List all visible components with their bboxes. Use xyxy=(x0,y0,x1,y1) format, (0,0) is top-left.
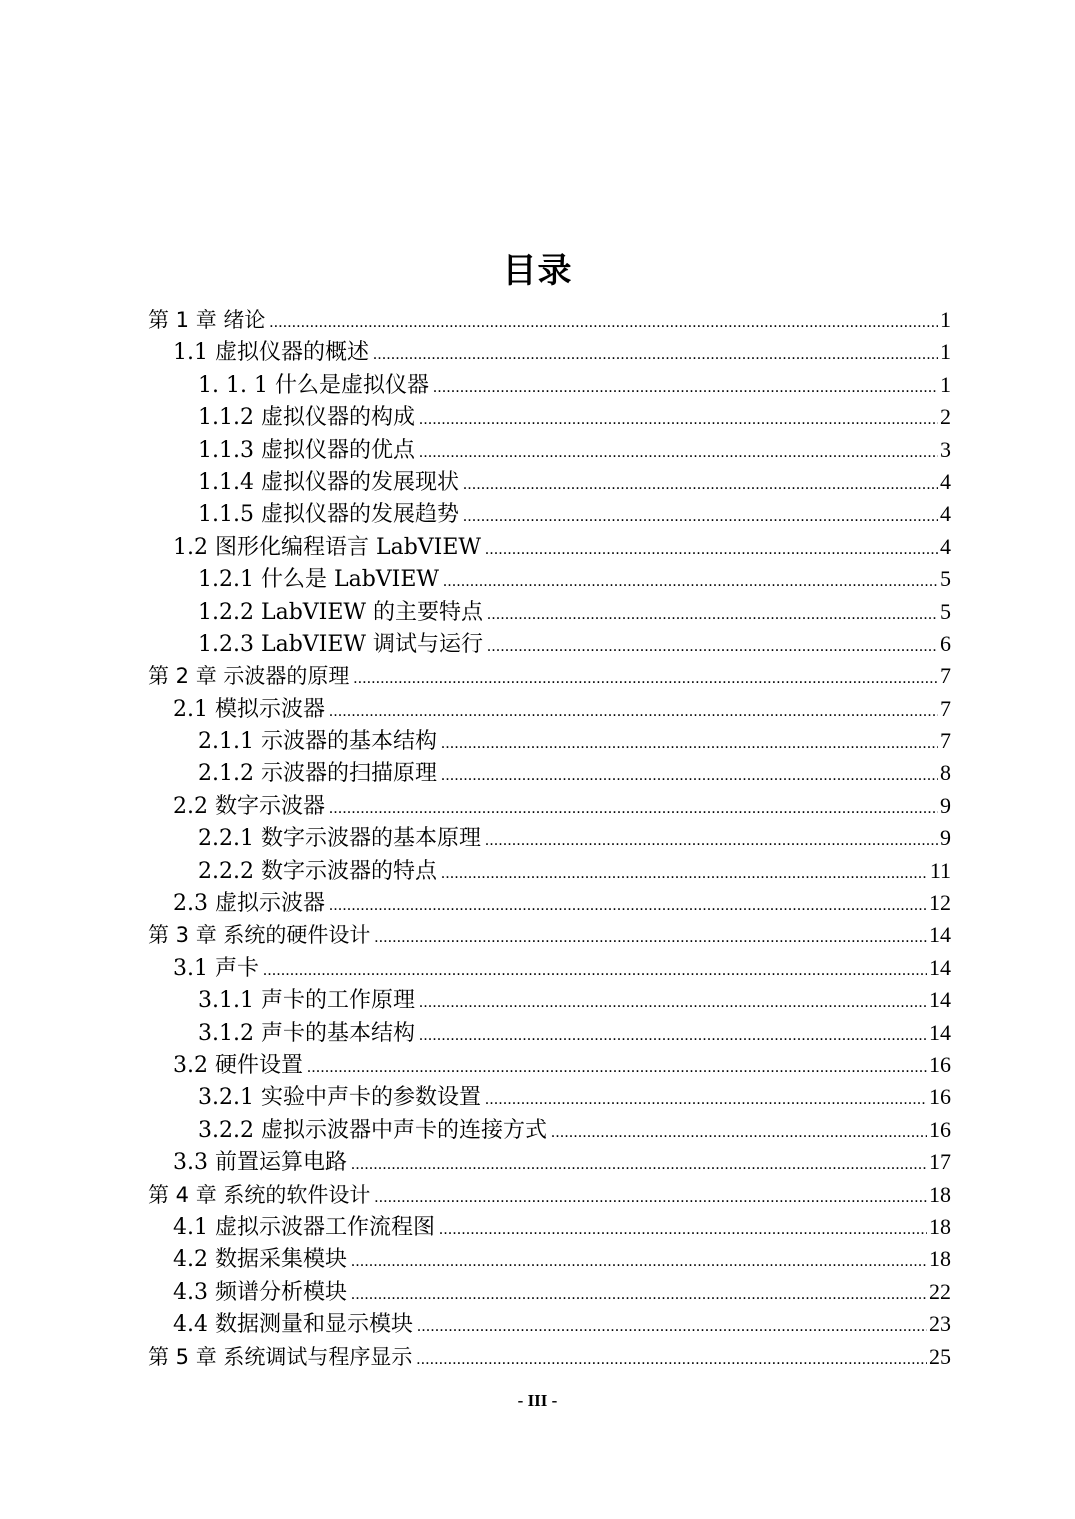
toc-entry-page: 22 xyxy=(929,1278,951,1304)
toc-leader-dots xyxy=(351,1279,927,1311)
toc-leader-dots xyxy=(373,339,938,371)
toc-entry-page: 16 xyxy=(929,1084,951,1110)
toc-entry[interactable] xyxy=(148,628,951,660)
toc-entry-page: 16 xyxy=(929,1116,951,1142)
toc-entry-label: 4.2 数据采集模块 xyxy=(173,1247,347,1273)
toc-entry-label: 第 5 章 系统调试与程序显示 xyxy=(148,1344,413,1369)
toc-entry[interactable] xyxy=(148,887,951,919)
toc-entry[interactable] xyxy=(148,790,951,822)
toc-entry-page: 18 xyxy=(929,1246,951,1272)
toc-leader-dots xyxy=(263,955,927,987)
toc-entry-page: 1 xyxy=(940,339,951,365)
toc-leader-dots xyxy=(487,599,938,631)
toc-entry-page: 8 xyxy=(940,760,951,786)
toc-leader-dots xyxy=(441,760,938,792)
toc-entry[interactable] xyxy=(148,855,951,887)
toc-entry-page: 5 xyxy=(940,598,951,624)
toc-leader-dots xyxy=(351,1246,927,1278)
toc-entry[interactable] xyxy=(148,725,951,757)
toc-leader-dots xyxy=(307,1052,927,1084)
toc-entry-label: 第 2 章 示波器的原理 xyxy=(148,664,350,689)
toc-entry[interactable] xyxy=(148,757,951,789)
toc-entry-page: 17 xyxy=(929,1149,951,1175)
toc-entry-page: 16 xyxy=(929,1051,951,1077)
toc-entry[interactable] xyxy=(148,563,951,595)
toc-leader-dots xyxy=(353,663,938,695)
toc-leader-dots xyxy=(416,1344,927,1376)
toc-leader-dots xyxy=(417,1311,927,1343)
toc-entry-label: 3.1.1 声卡的工作原理 xyxy=(198,988,415,1014)
toc-entry-page: 3 xyxy=(940,436,951,462)
toc-leader-dots xyxy=(419,404,938,436)
toc-entry-page: 23 xyxy=(929,1311,951,1337)
toc-entry-label: 1.2.2 LabVIEW 的主要特点 xyxy=(198,599,484,625)
toc-entry-label: 2.1.1 示波器的基本结构 xyxy=(198,729,437,755)
toc-entry-label: 3.2 硬件设置 xyxy=(173,1052,303,1078)
toc-entry-page: 6 xyxy=(940,630,951,656)
toc-leader-dots xyxy=(485,534,938,566)
toc-entry[interactable] xyxy=(148,660,951,692)
toc-entry-label: 2.2.2 数字示波器的特点 xyxy=(198,858,437,884)
toc-entry-page: 1 xyxy=(940,371,951,397)
toc-entry-page: 25 xyxy=(929,1343,951,1369)
toc-entry[interactable] xyxy=(148,1146,951,1178)
toc-entry-label: 3.1.2 声卡的基本结构 xyxy=(198,1020,415,1046)
toc-entry-page: 14 xyxy=(929,954,951,980)
toc-leader-dots xyxy=(463,501,938,533)
toc-entry-label: 2.1 模拟示波器 xyxy=(173,696,325,722)
toc-entry[interactable] xyxy=(148,401,951,433)
toc-entry-page: 18 xyxy=(929,1181,951,1207)
toc-leader-dots xyxy=(419,1020,927,1052)
toc-entry-label: 第 3 章 系统的硬件设计 xyxy=(148,923,371,948)
toc-entry-page: 1 xyxy=(940,307,951,332)
toc-leader-dots xyxy=(329,890,927,922)
toc-entry-label: 1. 1. 1 什么是虚拟仪器 xyxy=(198,372,429,398)
toc-leader-dots xyxy=(463,469,938,501)
toc-entry-page: 7 xyxy=(940,663,951,689)
toc-leader-dots xyxy=(487,631,938,663)
toc-entry[interactable] xyxy=(148,1308,951,1340)
toc-entry-label: 1.2.3 LabVIEW 调试与运行 xyxy=(198,631,484,657)
toc-entry-page: 18 xyxy=(929,1213,951,1239)
toc-entry-label: 1.2 图形化编程语言 LabVIEW xyxy=(173,534,482,560)
toc-entry-label: 4.4 数据测量和显示模块 xyxy=(173,1312,413,1338)
toc-entry-label: 1.1.3 虚拟仪器的优点 xyxy=(198,437,415,463)
toc-leader-dots xyxy=(441,728,938,760)
toc-entry-page: 4 xyxy=(940,533,951,559)
toc-entry-label: 3.3 前置运算电路 xyxy=(173,1150,347,1176)
toc-entry-label: 2.1.2 示波器的扫描原理 xyxy=(198,761,437,787)
toc-entry[interactable] xyxy=(148,434,951,466)
toc-entry-label: 第 4 章 系统的软件设计 xyxy=(148,1182,371,1207)
toc-leader-dots xyxy=(329,696,938,728)
page-number-footer: - III - xyxy=(517,1391,558,1410)
toc-entry-label: 4.1 虚拟示波器工作流程图 xyxy=(173,1214,435,1240)
toc-entry[interactable] xyxy=(148,369,951,401)
toc-entry-page: 4 xyxy=(940,468,951,494)
toc-leader-dots xyxy=(351,1149,927,1181)
toc-entry-label: 1.1.5 虚拟仪器的发展趋势 xyxy=(198,502,459,528)
toc-leader-dots xyxy=(485,825,938,857)
toc-entry[interactable] xyxy=(148,1211,951,1243)
toc-entry-page: 9 xyxy=(940,792,951,818)
toc-entry-page: 9 xyxy=(940,825,951,851)
toc-leader-dots xyxy=(269,307,938,339)
toc-leader-dots xyxy=(419,987,927,1019)
toc-entry[interactable] xyxy=(148,1179,951,1211)
toc-entry-label: 第 1 章 绪论 xyxy=(148,308,266,332)
toc-entry[interactable] xyxy=(148,531,951,563)
toc-leader-dots xyxy=(439,1214,927,1246)
toc-entry-label: 1.2.1 什么是 LabVIEW xyxy=(198,567,440,593)
toc-entry-page: 5 xyxy=(940,566,951,592)
toc-entry[interactable] xyxy=(148,1341,951,1373)
toc-leader-dots xyxy=(433,372,938,404)
toc-entry-page: 14 xyxy=(929,987,951,1013)
toc-entry[interactable] xyxy=(148,304,951,336)
page-title: 目录 xyxy=(502,251,573,291)
toc-entry-page: 14 xyxy=(929,922,951,948)
toc-leader-dots xyxy=(374,1182,927,1214)
toc-entry[interactable] xyxy=(148,693,951,725)
toc-entry[interactable] xyxy=(148,466,951,498)
toc-entry[interactable] xyxy=(148,919,951,951)
toc-leader-dots xyxy=(485,1084,927,1116)
toc-entry-page: 11 xyxy=(929,857,951,883)
toc-entry-label: 3.1 声卡 xyxy=(173,955,259,981)
toc-leader-dots xyxy=(441,858,928,890)
toc-entry-page: 12 xyxy=(929,890,951,916)
toc-entry-page: 14 xyxy=(929,1019,951,1045)
toc-leader-dots xyxy=(551,1117,927,1149)
toc-entry[interactable] xyxy=(148,1081,951,1113)
toc-entry[interactable] xyxy=(148,1276,951,1308)
toc-entry-label: 3.2.2 虚拟示波器中声卡的连接方式 xyxy=(198,1117,547,1143)
toc-leader-dots xyxy=(329,793,938,825)
toc-entry-label: 1.1.4 虚拟仪器的发展现状 xyxy=(198,469,459,495)
toc-entry[interactable] xyxy=(148,596,951,628)
toc-entry[interactable] xyxy=(148,984,951,1016)
toc-entry[interactable] xyxy=(148,498,951,530)
toc-entry-label: 4.3 频谱分析模块 xyxy=(173,1279,347,1305)
toc-entry[interactable] xyxy=(148,1049,951,1081)
toc-entry[interactable] xyxy=(148,1114,951,1146)
toc-entry-label: 3.2.1 实验中声卡的参数设置 xyxy=(198,1085,481,1111)
table-of-contents xyxy=(148,304,951,1373)
toc-entry-label: 1.1.2 虚拟仪器的构成 xyxy=(198,405,415,431)
toc-entry[interactable] xyxy=(148,822,951,854)
toc-leader-dots xyxy=(443,566,938,598)
toc-entry-label: 2.2.1 数字示波器的基本原理 xyxy=(198,826,481,852)
toc-entry-page: 7 xyxy=(940,695,951,721)
toc-entry[interactable] xyxy=(148,952,951,984)
toc-entry[interactable] xyxy=(148,1243,951,1275)
toc-entry[interactable] xyxy=(148,1017,951,1049)
toc-entry-label: 1.1 虚拟仪器的概述 xyxy=(173,340,369,366)
toc-entry-page: 4 xyxy=(940,501,951,527)
toc-entry[interactable] xyxy=(148,336,951,368)
toc-leader-dots xyxy=(374,922,927,954)
toc-entry-page: 2 xyxy=(940,404,951,430)
toc-entry-label: 2.2 数字示波器 xyxy=(173,793,325,819)
toc-entry-label: 2.3 虚拟示波器 xyxy=(173,891,325,917)
toc-entry-page: 7 xyxy=(940,728,951,754)
toc-leader-dots xyxy=(419,437,938,469)
